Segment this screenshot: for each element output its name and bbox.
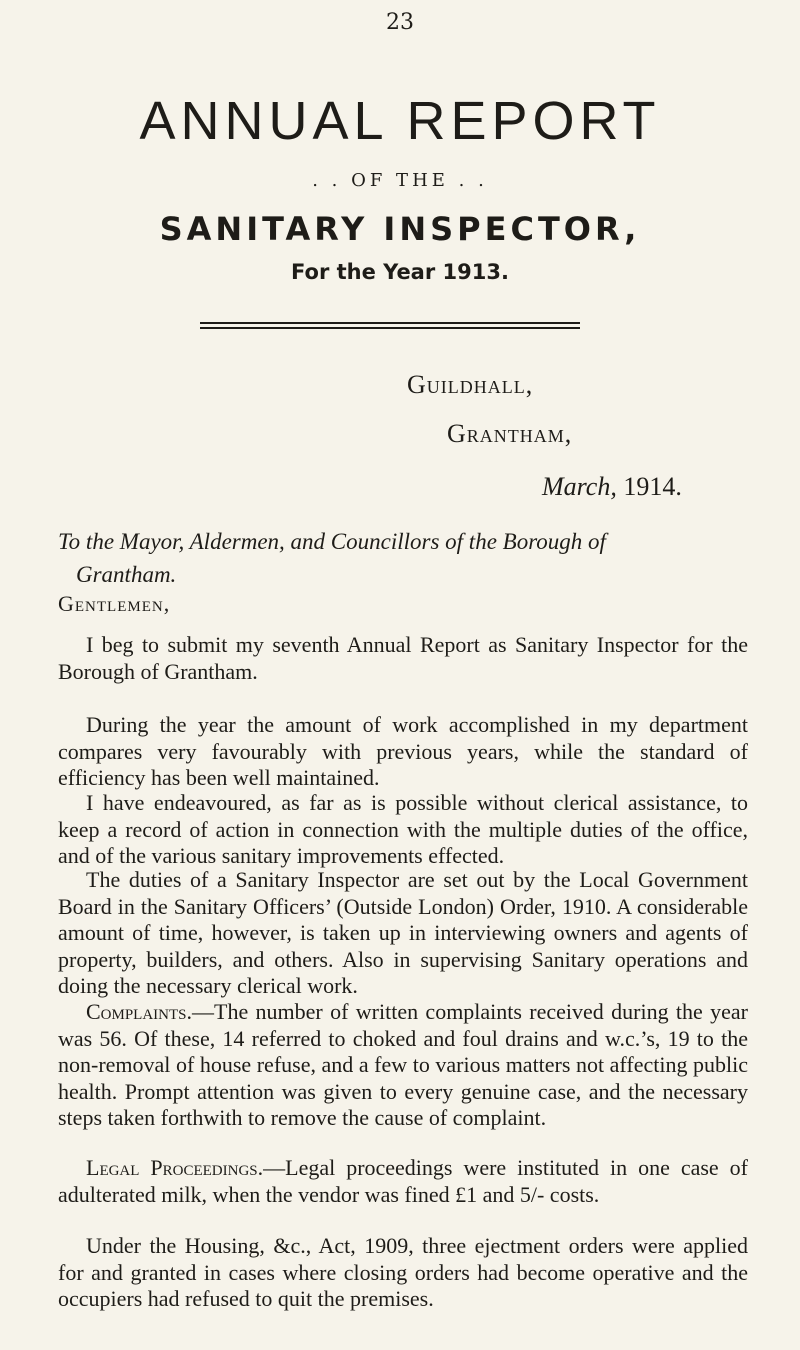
double-rule-top	[200, 322, 580, 324]
report-subtitle: SANITARY INSPECTOR,	[159, 210, 641, 248]
report-title: ANNUAL REPORT	[139, 91, 661, 151]
addressee-line-1: To the Mayor, Aldermen, and Councillors of the Borough of	[58, 529, 606, 554]
addressee-line-2: Grantham.	[76, 562, 177, 587]
section-heading-complaints: Complaints.	[86, 999, 193, 1024]
paragraph-work	[58, 712, 748, 792]
addressee	[58, 525, 748, 591]
address-guildhall: Guildhall,	[407, 370, 534, 399]
paragraph-submission	[58, 632, 748, 685]
paragraph-housing-act	[58, 1233, 748, 1313]
paragraph-records	[58, 790, 748, 870]
paragraph-text: Under the Housing, &c., Act, 1909, three ejectment orders were applied for and granted in cases where closing orders had become operative and the occupiers had refused to quit the premises.	[58, 1233, 748, 1311]
greeting: Gentlemen,	[58, 591, 171, 616]
year-line: For the Year 1913.	[291, 260, 509, 284]
paragraph-complaints	[58, 999, 748, 1132]
address-date	[542, 472, 682, 502]
paragraph-text: I beg to submit my seventh Annual Report as Sanitary Inspector for the Borough of Grantham.	[58, 632, 748, 684]
double-rule-bottom	[200, 327, 580, 329]
paragraph-text: —The number of written complaints received during the year was 56. Of these, 14 referred to choked and foul drains and w.c.’s, 19 to the non-removal of house refuse, and a few to various matters not affecting public health. Prompt attention was given to every genuine case, and the necessary steps taken forthwith to remove the cause of complaint.	[58, 999, 748, 1130]
paragraph-text: The duties of a Sanitary Inspector are set out by the Local Government Board in the Sanitary Officers’ (Outside London) Order, 1910. A considerable amount of time, however, is taken up in interviewing owners and agents of property, builders, and others. Also in supervising Sanitary operations and doing the necessary clerical work.	[58, 867, 748, 998]
paragraph-text: I have endeavoured, as far as is possible without clerical assistance, to keep a record of action in connection with the multiple duties of the office, and of the various sanitary improvements effected.	[58, 790, 748, 868]
paragraph-text: —Legal proceedings were instituted in one case of adulterated milk, when the vendor was fined £1 and 5/- costs.	[58, 1155, 748, 1207]
paragraph-legal-proceedings	[58, 1155, 748, 1208]
date-month: March,	[542, 472, 617, 501]
page-number: 23	[386, 10, 414, 35]
date-year: 1914.	[623, 472, 682, 501]
of-the-line: . . OF THE . .	[312, 170, 488, 191]
paragraph-text: During the year the amount of work accomplished in my department compares very favourably with previous years, while the standard of efficiency has been well maintained.	[58, 712, 748, 790]
paragraph-duties	[58, 867, 748, 1000]
address-grantham: Grantham,	[447, 419, 573, 448]
section-heading-legal: Legal Proceedings.	[86, 1155, 264, 1180]
